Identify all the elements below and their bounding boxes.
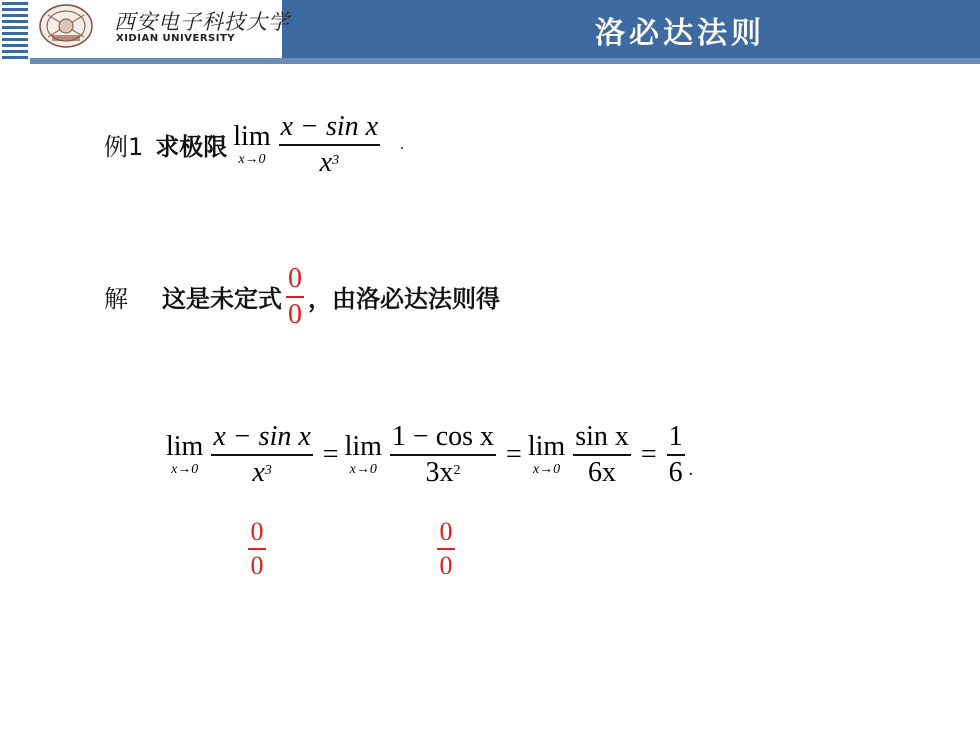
limit-operator-1: lim x→0 [166, 430, 204, 477]
example-period: . [400, 135, 405, 153]
stripes-decoration [0, 0, 30, 64]
indeterminate-form: $\frac{0}{0}$ [288, 263, 302, 330]
indeterminate-indicator-1: 0 0 [248, 518, 266, 580]
solution-text-before: 这是未定式 [162, 285, 282, 314]
example-denominator: $x^3$ [319, 146, 340, 178]
example-line [104, 110, 404, 180]
slide-header [0, 0, 980, 60]
solution-label: 解 [104, 285, 128, 314]
fraction-step3: $\frac{\text{sin x}}{6x}$ [575, 421, 629, 488]
example-fraction [279, 110, 380, 180]
solution-line [104, 262, 500, 332]
university-seal-icon [38, 3, 94, 49]
example-numerator: x − sin x [280, 111, 379, 142]
example-prompt: 求极限 [155, 133, 228, 162]
university-name-cn: 西安电子科技大学 [114, 10, 290, 34]
example-label: 例1 [104, 133, 144, 162]
indeterminate-indicator-2: 0 0 [437, 518, 455, 580]
fraction-result: $\frac{1}{6}$ [668, 421, 683, 488]
limit-operator: lim x→0 [233, 120, 271, 167]
equals-sign: = [640, 438, 657, 470]
limit-operator-2: lim x→0 [344, 430, 382, 477]
equals-sign: = [322, 438, 339, 470]
university-logo [30, 0, 290, 58]
header-bar-underline [0, 58, 980, 64]
lhopital-equation [166, 420, 693, 490]
slide-title: 洛必达法则 [595, 16, 765, 51]
fraction-step2: $\frac{\text{1 − cos x}}{3x^2}$ [391, 421, 495, 488]
limit-operator-3: lim x→0 [527, 430, 566, 477]
equation-period: . [688, 458, 694, 479]
solution-text-after: ，由洛必达法则得 [308, 285, 500, 314]
university-name-en: XIDIAN UNIVERSITY [116, 33, 236, 44]
equals-sign: = [506, 438, 522, 470]
fraction-step1: $\frac{\text{x − sin x}}{x^3}$ [213, 421, 311, 488]
